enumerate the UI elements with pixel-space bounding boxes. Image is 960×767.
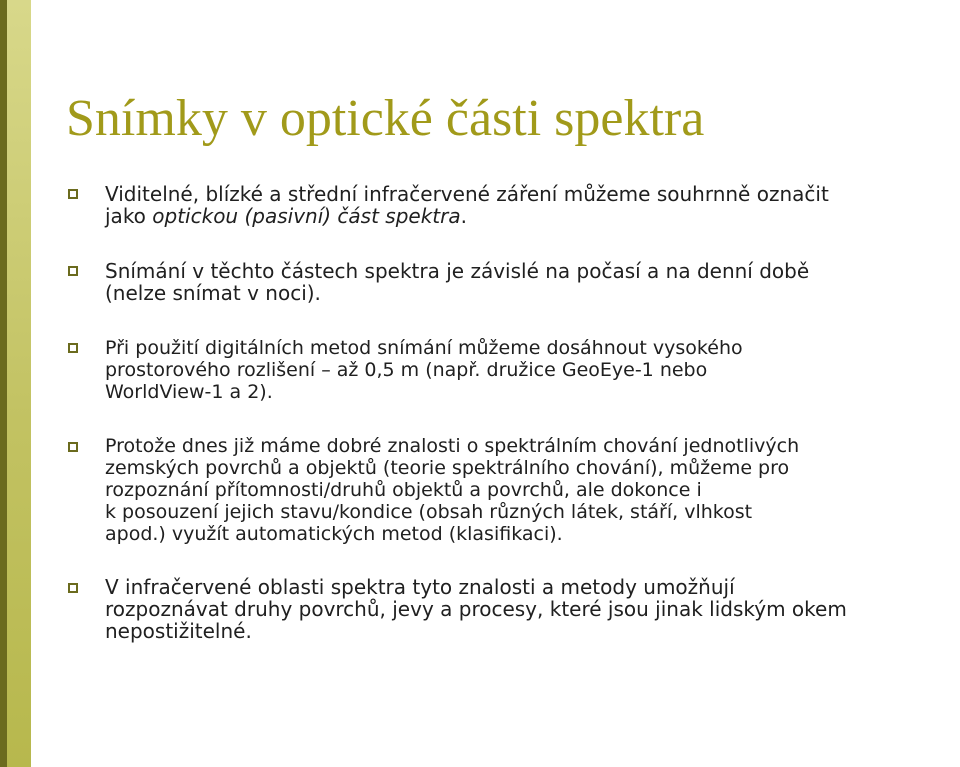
bullet-1-line-2-start: jako — [105, 204, 153, 228]
bullet-4-text — [105, 435, 799, 545]
bullet-1-text — [105, 183, 829, 227]
square-bullet-icon — [68, 189, 78, 199]
page-title: Snímky v optické části spektra — [66, 90, 705, 147]
decorative-side-bar-light — [7, 0, 31, 767]
square-bullet-icon — [68, 442, 78, 452]
bullet-3-line-1: Při použití digitálních metod snímání můžeme dosáhnout vysokého — [105, 337, 743, 359]
bullet-2-line-2: (nelze snímat v noci). — [105, 281, 321, 305]
bullet-3-line-3: WorldView-1 a 2). — [105, 381, 273, 403]
bullet-2-line-1: Snímání v těchto částech spektra je závislé na počasí a na denní době — [105, 259, 810, 283]
bullet-4-line-5: apod.) využít automatických metod (klasifikaci). — [105, 523, 563, 545]
square-bullet-icon — [68, 583, 78, 593]
bullet-5-text — [105, 576, 847, 642]
bullet-2-text — [105, 260, 809, 304]
bullet-3-text — [105, 337, 743, 403]
decorative-side-bar-dark — [0, 0, 7, 767]
bullet-3-line-2: prostorového rozlišení – až 0,5 m (např. družice GeoEye-1 nebo — [105, 359, 708, 381]
square-bullet-icon — [68, 266, 78, 276]
bullet-1-line-2 — [105, 205, 829, 227]
bullet-1-line-2-end: . — [460, 204, 467, 228]
bullet-4-line-1: Protože dnes již máme dobré znalosti o spektrálním chování jednotlivých — [105, 435, 800, 457]
bullet-4-line-2: zemských povrchů a objektů (teorie spektrálního chování), můžeme pro — [105, 457, 790, 479]
bullet-5-line-3: nepostižitelné. — [105, 619, 252, 643]
square-bullet-icon — [68, 343, 78, 353]
bullet-5-line-1: V infračervené oblasti spektra tyto znalosti a metody umožňují — [105, 575, 735, 599]
bullet-5-line-2: rozpoznávat druhy povrchů, jevy a procesy, které jsou jinak lidským okem — [105, 597, 847, 621]
bullet-4-line-3: rozpoznání přítomnosti/druhů objektů a povrchů, ale dokonce i — [105, 479, 702, 501]
bullet-4-line-4: k posouzení jejich stavu/kondice (obsah různých látek, stáří, vlhkost — [105, 501, 753, 523]
bullet-1-emphasis: optickou (pasivní) část spektra — [152, 204, 461, 228]
bullet-1-line-1: Viditelné, blízké a střední infračervené záření můžeme souhrnně označit — [105, 182, 829, 206]
